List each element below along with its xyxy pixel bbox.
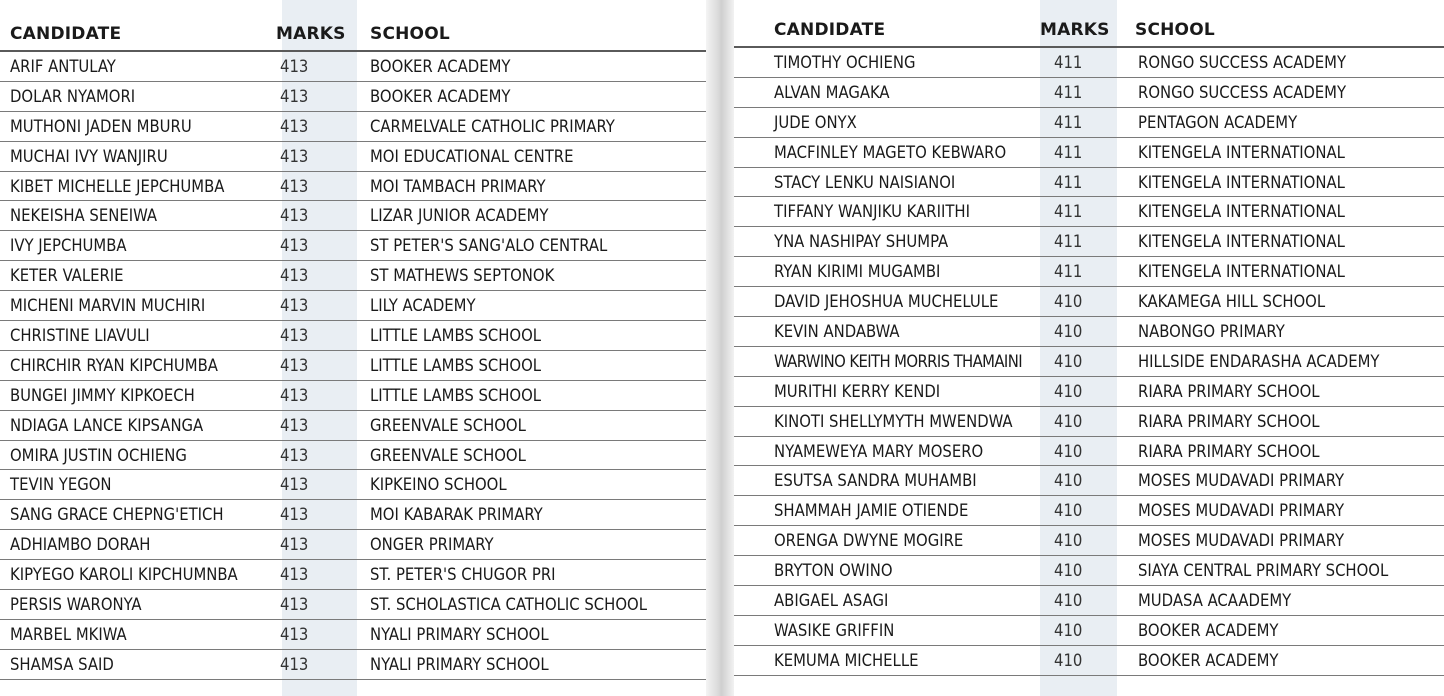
candidate-cell: KINOTI SHELLYMYTH MWENDWA: [774, 411, 1013, 431]
marks-cell: 413: [280, 206, 309, 226]
table-row: [0, 381, 706, 411]
candidate-cell: MICHENI MARVIN MUCHIRI: [10, 296, 206, 316]
school-cell: MOI EDUCATIONAL CENTRE: [370, 146, 574, 166]
marks-cell: 413: [280, 266, 309, 286]
marks-cell: 410: [1054, 531, 1083, 551]
table-row: [0, 560, 706, 590]
candidate-cell: YNA NASHIPAY SHUMPA: [774, 232, 949, 252]
table-row: [0, 82, 706, 112]
school-cell: LILY ACADEMY: [370, 296, 476, 316]
candidate-cell: BUNGEI JIMMY KIPKOECH: [10, 385, 195, 405]
candidate-cell: CHRISTINE LIAVULI: [10, 325, 150, 345]
school-cell: ST PETER'S SANG'ALO CENTRAL: [370, 236, 608, 256]
candidate-cell: DAVID JEHOSHUA MUCHELULE: [774, 292, 999, 312]
table-row: [0, 411, 706, 441]
school-cell: ONGER PRIMARY: [370, 535, 494, 555]
candidate-cell: DOLAR NYAMORI: [10, 86, 136, 106]
table-header: [0, 18, 706, 52]
candidate-cell: MUTHONI JADEN MBURU: [10, 116, 192, 136]
table-header: [734, 14, 1444, 48]
candidate-cell: ARIF ANTULAY: [10, 56, 116, 76]
table-row: [0, 142, 706, 172]
marks-cell: 410: [1054, 561, 1083, 581]
school-cell: RONGO SUCCESS ACADEMY: [1138, 52, 1347, 72]
school-cell: KITENGELA INTERNATIONAL: [1138, 202, 1345, 222]
table-row: [734, 496, 1444, 526]
table-row: [0, 470, 706, 500]
marks-cell: 411: [1054, 142, 1083, 162]
marks-cell: 413: [280, 505, 309, 525]
candidate-cell: MACFINLEY MAGETO KEBWARO: [774, 142, 1007, 162]
candidate-cell: WASIKE GRIFFIN: [774, 620, 895, 640]
candidate-cell: NEKEISHA SENEIWA: [10, 206, 158, 226]
school-cell: KITENGELA INTERNATIONAL: [1138, 262, 1345, 282]
table-row: [0, 261, 706, 291]
marks-cell: 411: [1054, 232, 1083, 252]
header-marks: MARKS: [276, 24, 346, 44]
page-gutter: [706, 0, 734, 696]
school-cell: BOOKER ACADEMY: [1138, 650, 1279, 670]
table-row: [734, 437, 1444, 467]
table-row: [0, 590, 706, 620]
marks-cell: 413: [280, 415, 309, 435]
table-row: [0, 650, 706, 680]
marks-cell: 410: [1054, 471, 1083, 491]
school-cell: KAKAMEGA HILL SCHOOL: [1138, 292, 1326, 312]
school-cell: LITTLE LAMBS SCHOOL: [370, 385, 542, 405]
school-cell: LITTLE LAMBS SCHOOL: [370, 325, 542, 345]
candidate-cell: KEMUMA MICHELLE: [774, 650, 919, 670]
candidate-cell: JUDE ONYX: [774, 112, 857, 132]
table-row: [734, 616, 1444, 646]
right-table-body: [734, 48, 1444, 676]
marks-cell: 413: [280, 116, 309, 136]
marks-cell: 413: [280, 325, 309, 345]
marks-cell: 413: [280, 86, 309, 106]
marks-cell: 413: [280, 146, 309, 166]
table-row: [0, 321, 706, 351]
school-cell: RIARA PRIMARY SCHOOL: [1138, 381, 1320, 401]
marks-cell: 413: [280, 56, 309, 76]
candidate-cell: MARBEL MKIWA: [10, 624, 127, 644]
candidate-cell: SHAMMAH JAMIE OTIENDE: [774, 501, 969, 521]
marks-cell: 411: [1054, 262, 1083, 282]
marks-cell: 410: [1054, 321, 1083, 341]
marks-cell: 413: [280, 296, 309, 316]
table-row: [734, 108, 1444, 138]
school-cell: BOOKER ACADEMY: [1138, 620, 1279, 640]
marks-cell: 410: [1054, 620, 1083, 640]
table-row: [0, 231, 706, 261]
marks-cell: 413: [280, 624, 309, 644]
right-page: [734, 0, 1444, 696]
marks-cell: 413: [280, 475, 309, 495]
candidate-cell: WARWINO KEITH MORRIS THAMAINI: [774, 351, 1022, 371]
school-cell: NABONGO PRIMARY: [1138, 321, 1285, 341]
candidate-cell: OMIRA JUSTIN OCHIENG: [10, 445, 187, 465]
candidate-cell: PERSIS WARONYA: [10, 594, 142, 614]
header-candidate: CANDIDATE: [774, 20, 886, 40]
table-row: [734, 138, 1444, 168]
school-cell: NYALI PRIMARY SCHOOL: [370, 654, 549, 674]
marks-cell: 413: [280, 445, 309, 465]
marks-cell: 413: [280, 176, 309, 196]
table-row: [734, 227, 1444, 257]
candidate-cell: ORENGA DWYNE MOGIRE: [774, 531, 964, 551]
school-cell: SIAYA CENTRAL PRIMARY SCHOOL: [1138, 561, 1389, 581]
marks-cell: 413: [280, 654, 309, 674]
marks-cell: 413: [280, 565, 309, 585]
marks-cell: 410: [1054, 411, 1083, 431]
school-cell: BOOKER ACADEMY: [370, 56, 511, 76]
marks-cell: 413: [280, 385, 309, 405]
table-row: [734, 466, 1444, 496]
marks-cell: 410: [1054, 351, 1083, 371]
candidate-cell: MUCHAI IVY WANJIRU: [10, 146, 168, 166]
marks-cell: 410: [1054, 650, 1083, 670]
school-cell: MOSES MUDAVADI PRIMARY: [1138, 531, 1345, 551]
candidate-cell: KETER VALERIE: [10, 266, 124, 286]
table-row: [0, 172, 706, 202]
candidate-cell: SHAMSA SAID: [10, 654, 114, 674]
table-row: [0, 112, 706, 142]
school-cell: PENTAGON ACADEMY: [1138, 112, 1298, 132]
marks-cell: 413: [280, 594, 309, 614]
school-cell: RIARA PRIMARY SCHOOL: [1138, 441, 1320, 461]
school-cell: MOSES MUDAVADI PRIMARY: [1138, 501, 1345, 521]
school-cell: MOSES MUDAVADI PRIMARY: [1138, 471, 1345, 491]
table-row: [734, 377, 1444, 407]
marks-cell: 411: [1054, 112, 1083, 132]
table-row: [0, 52, 706, 82]
candidate-cell: ABIGAEL ASAGI: [774, 590, 889, 610]
school-cell: ST. SCHOLASTICA CATHOLIC SCHOOL: [370, 594, 647, 614]
candidate-cell: IVY JEPCHUMBA: [10, 236, 127, 256]
candidate-cell: NYAMEWEYA MARY MOSERO: [774, 441, 984, 461]
candidate-cell: ESUTSA SANDRA MUHAMBI: [774, 471, 977, 491]
school-cell: CARMELVALE CATHOLIC PRIMARY: [370, 116, 615, 136]
marks-cell: 413: [280, 355, 309, 375]
candidate-cell: RYAN KIRIMI MUGAMBI: [774, 262, 941, 282]
table-row: [734, 168, 1444, 198]
table-row: [0, 441, 706, 471]
school-cell: GREENVALE SCHOOL: [370, 415, 526, 435]
table-row: [0, 351, 706, 381]
left-page: [0, 0, 706, 696]
table-row: [734, 646, 1444, 676]
candidate-cell: TEVIN YEGON: [10, 475, 112, 495]
marks-cell: 411: [1054, 82, 1083, 102]
table-row: [734, 556, 1444, 586]
header-candidate: CANDIDATE: [10, 24, 122, 44]
candidate-cell: KIPYEGO KAROLI KIPCHUMNBA: [10, 565, 238, 585]
school-cell: KITENGELA INTERNATIONAL: [1138, 232, 1345, 252]
candidate-cell: TIMOTHY OCHIENG: [774, 52, 916, 72]
candidate-cell: MURITHI KERRY KENDI: [774, 381, 941, 401]
table-row: [734, 48, 1444, 78]
left-results-table: [0, 18, 706, 680]
table-row: [734, 78, 1444, 108]
table-row: [734, 317, 1444, 347]
marks-cell: 410: [1054, 292, 1083, 312]
school-cell: MUDASA ACAADEMY: [1138, 590, 1292, 610]
school-cell: ST. PETER'S CHUGOR PRI: [370, 565, 556, 585]
school-cell: KIPKEINO SCHOOL: [370, 475, 507, 495]
marks-cell: 413: [280, 236, 309, 256]
candidate-cell: CHIRCHIR RYAN KIPCHUMBA: [10, 355, 218, 375]
school-cell: HILLSIDE ENDARASHA ACADEMY: [1138, 351, 1380, 371]
candidate-cell: NDIAGA LANCE KIPSANGA: [10, 415, 204, 435]
school-cell: RIARA PRIMARY SCHOOL: [1138, 411, 1320, 431]
header-school: SCHOOL: [370, 24, 450, 44]
marks-cell: 410: [1054, 441, 1083, 461]
candidate-cell: ALVAN MAGAKA: [774, 82, 890, 102]
table-row: [734, 197, 1444, 227]
table-row: [0, 530, 706, 560]
candidate-cell: KEVIN ANDABWA: [774, 321, 900, 341]
marks-cell: 411: [1054, 52, 1083, 72]
table-row: [0, 500, 706, 530]
header-marks: MARKS: [1040, 20, 1110, 40]
candidate-cell: KIBET MICHELLE JEPCHUMBA: [10, 176, 225, 196]
school-cell: RONGO SUCCESS ACADEMY: [1138, 82, 1347, 102]
school-cell: LITTLE LAMBS SCHOOL: [370, 355, 542, 375]
candidate-cell: ADHIAMBO DORAH: [10, 535, 151, 555]
marks-cell: 411: [1054, 202, 1083, 222]
school-cell: ST MATHEWS SEPTONOK: [370, 266, 555, 286]
candidate-cell: STACY LENKU NAISIANOI: [774, 172, 956, 192]
school-cell: LIZAR JUNIOR ACADEMY: [370, 206, 549, 226]
table-row: [734, 287, 1444, 317]
candidate-cell: BRYTON OWINO: [774, 561, 893, 581]
school-cell: GREENVALE SCHOOL: [370, 445, 526, 465]
table-row: [0, 620, 706, 650]
school-cell: MOI KABARAK PRIMARY: [370, 505, 543, 525]
candidate-cell: TIFFANY WANJIKU KARIITHI: [774, 202, 970, 222]
school-cell: MOI TAMBACH PRIMARY: [370, 176, 546, 196]
marks-cell: 410: [1054, 381, 1083, 401]
school-cell: BOOKER ACADEMY: [370, 86, 511, 106]
table-row: [0, 291, 706, 321]
candidate-cell: SANG GRACE CHEPNG'ETICH: [10, 505, 224, 525]
school-cell: NYALI PRIMARY SCHOOL: [370, 624, 549, 644]
marks-cell: 410: [1054, 590, 1083, 610]
school-cell: KITENGELA INTERNATIONAL: [1138, 142, 1345, 162]
table-row: [734, 586, 1444, 616]
marks-cell: 413: [280, 535, 309, 555]
left-table-body: [0, 52, 706, 680]
table-row: [734, 347, 1444, 377]
header-school: SCHOOL: [1135, 20, 1215, 40]
right-results-table: [734, 14, 1444, 676]
marks-cell: 411: [1054, 172, 1083, 192]
table-row: [734, 407, 1444, 437]
table-row: [734, 526, 1444, 556]
table-row: [734, 257, 1444, 287]
marks-cell: 410: [1054, 501, 1083, 521]
school-cell: KITENGELA INTERNATIONAL: [1138, 172, 1345, 192]
table-row: [0, 201, 706, 231]
